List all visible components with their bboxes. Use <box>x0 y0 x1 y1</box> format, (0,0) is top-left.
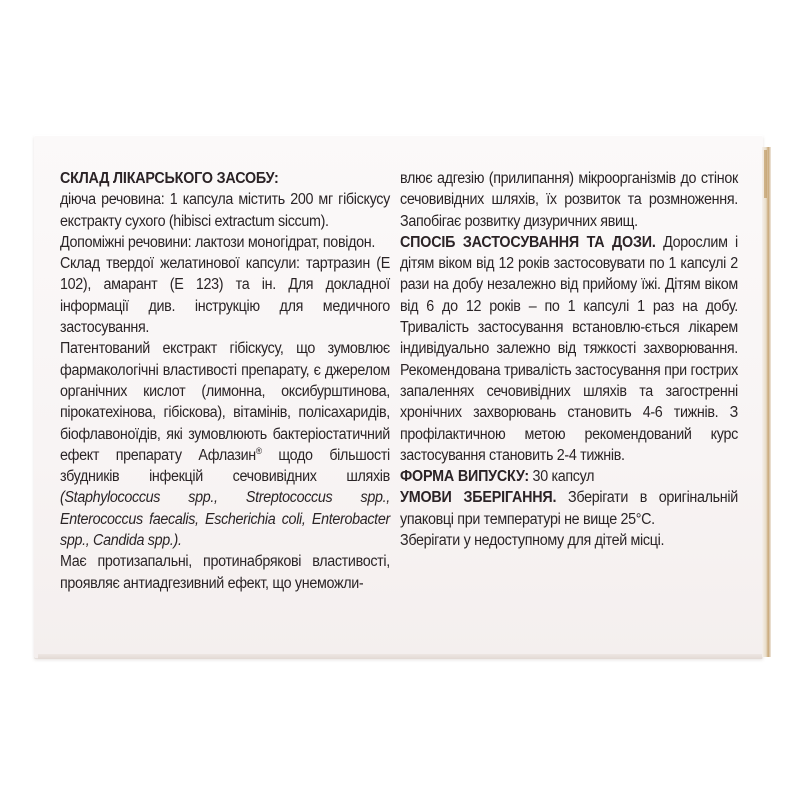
composition-heading: СКЛАД ЛІКАРСЬКОГО ЗАСОБУ: <box>60 170 279 187</box>
active-substance: діюча речовина: 1 капсула містить 200 мг гібіскусу екстракту сухого (hibisci extractum siccum). <box>60 191 390 230</box>
dosage-heading: СПОСІБ ЗАСТОСУВАННЯ ТА ДОЗИ. <box>400 233 656 251</box>
release-form-heading: ФОРМА ВИПУСКУ: <box>400 468 529 486</box>
trademark-symbol: ® <box>255 445 262 456</box>
release-form-section <box>400 466 738 487</box>
storage-section <box>400 487 738 530</box>
storage-heading: УМОВИ ЗБЕРІГАННЯ. <box>400 489 557 507</box>
box-flap-shine <box>764 150 767 198</box>
pathogens-list: (Staphylococcus spp., Streptococcus spp., Enterococcus faecalis, Escherichia coli, Enterobacter spp., Candida spp.). <box>60 489 390 550</box>
dosage-text: Дорослим і дітям віком від 12 років застосовувати по 1 капсулі 2 рази на добу незалежно від прийому їжі. Дітям віком від 6 до 12 років – по 1 капсулі 1 раз на добу. Тривалість застосування встановлю-ється лікарем індивідуально залежно від тяжкості захворювання. Рекомендована тривалість застосування при гострих запаленнях сечовивідних шляхів та загостренні хронічних захворювань становить 4-6 тижнів. З профілактичною метою рекомендований курс застосування становить 2-4 тижнів. <box>400 233 738 464</box>
release-form-text: 30 капсул <box>528 468 595 486</box>
capsule-composition: Склад твердої желатинової капсули: тартразин (Е 102), амарант (Е 123) та ін. Для докладної інформації див. інструкцію для медичного застосування. <box>60 255 390 337</box>
storage-children: Зберігати у недоступному для дітей місці. <box>400 532 665 550</box>
right-text-column <box>400 168 738 551</box>
dosage-section <box>400 232 738 466</box>
excipients: Допоміжні речовини: лактози моногідрат, повідон. <box>60 233 375 251</box>
description-part3: Має протизапальні, протинабрякові властивості, проявляє антиадгезивний ефект, що унеможли- <box>60 553 390 592</box>
left-text-column <box>60 168 390 594</box>
box-bottom-edge <box>38 654 762 659</box>
description-part1: Патентований екстракт гібіскусу, що зумовлює фармакологічні властивості препарату, є джерелом органічних кислот (лимонна, оксибурштинова, пірокатехінова, гібіскова), вітамінів, полісахаридів, біофлавоноїдів, які зумовлюють бактеріостатичний ефект препарату Афлазин <box>60 340 390 464</box>
box-side-flap <box>762 147 771 657</box>
description <box>60 338 390 551</box>
storage-text: Зберігати в оригінальній упаковці при температурі не вище 25°С. <box>400 489 738 528</box>
description-part2: щодо більшості збудників інфекцій сечовивідних шляхів <box>60 446 390 486</box>
continuation-text: влює адгезію (прилипання) мікроорганізмів до стінок сечовивідних шляхів, їх розвиток та розмноження. Запобігає розвитку дизуричних явищ. <box>400 170 738 230</box>
